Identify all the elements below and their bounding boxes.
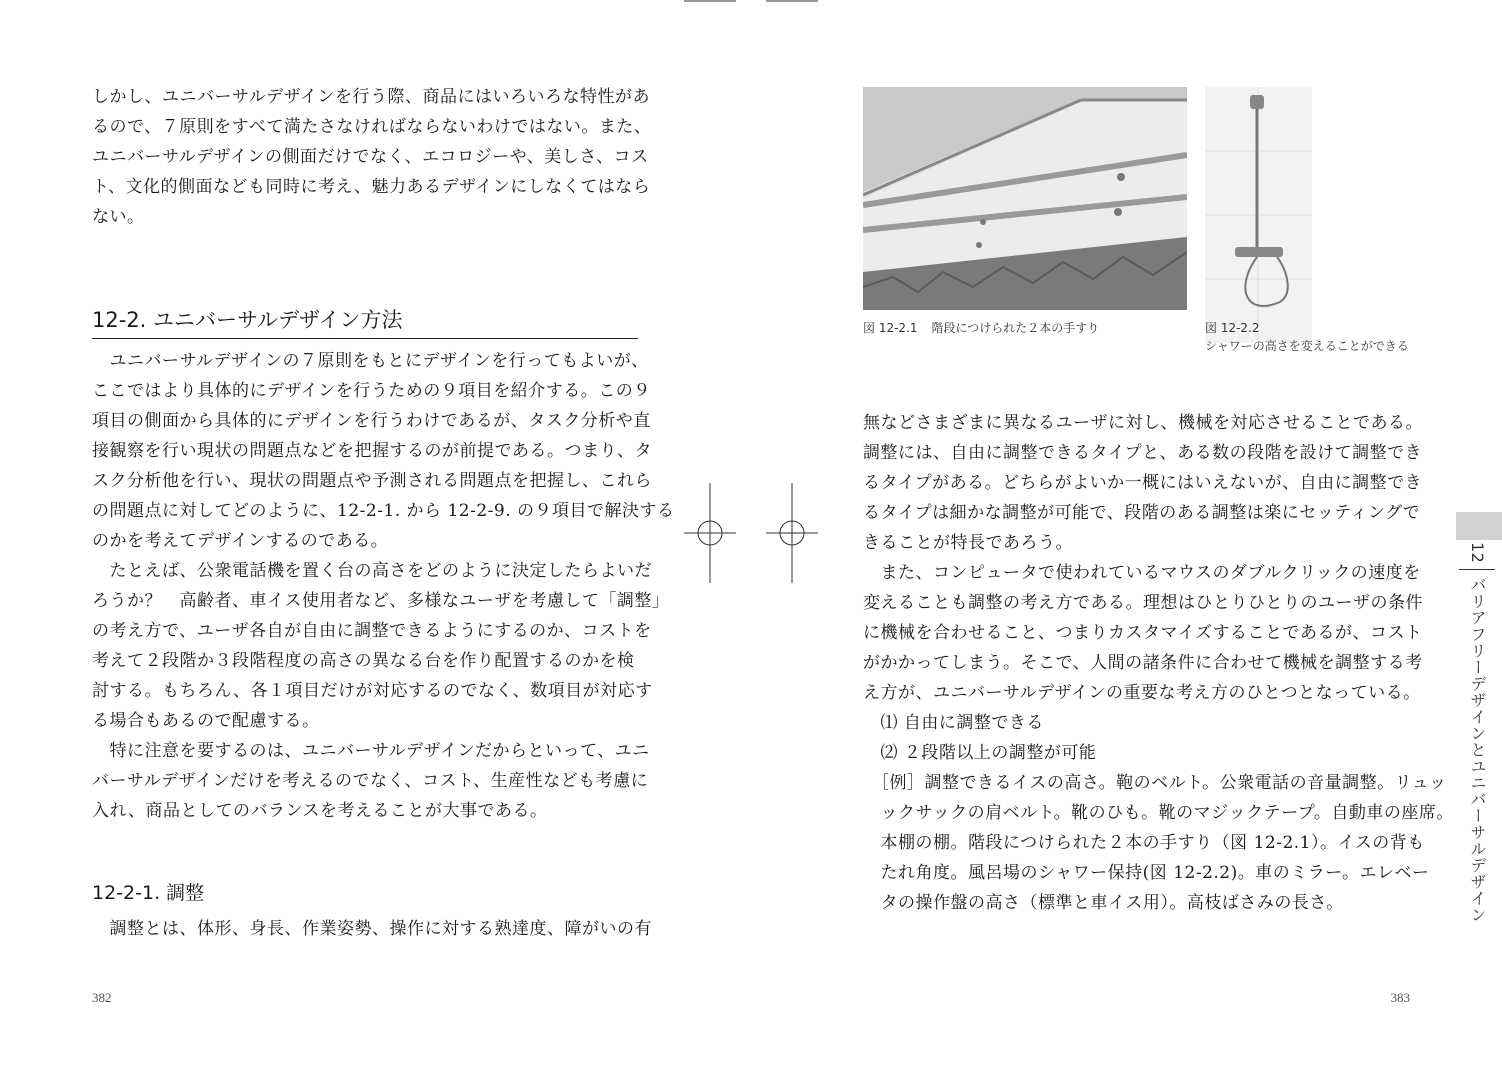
text-line: ックサックの肩ベルト。靴のひも。靴のマジックテープ。自動車の座席。 (863, 803, 1454, 823)
figure-1-number: 図 12-2.1 (863, 321, 918, 335)
text-line: 本棚の棚。階段につけられた２本の手すり（図 12-2.1）。イスの背も (863, 833, 1425, 853)
text-line: 考えて２段階か３段階程度の高さの異なる台を作り配置するのかを検 (92, 651, 635, 671)
text-line: に機械を合わせること、つまりカスタマイズすることであるが、コスト (863, 623, 1423, 643)
text-line: る場合もあるので配慮する。 (92, 711, 320, 731)
text-line: バーサルデザインだけを考えるのでなく、コスト、生産性なども考慮に (92, 771, 649, 791)
text-line: の問題点に対してどのように、12-2-1. から 12-2-9. の９項目で解決する (92, 501, 675, 521)
text-line: 接観察を行い現状の問題点などを把握するのが前提である。つまり、タ (92, 441, 652, 461)
text-line: また、コンピュータで使われているマウスのダブルクリックの速度を (863, 563, 1421, 583)
right-body (863, 408, 1454, 918)
text-line: たとえば、公衆電話機を置く台の高さをどのように決定したらよいだ (92, 561, 652, 581)
text-line: 特に注意を要するのは、ユニバーサルデザインだからといって、ユニ (92, 741, 650, 761)
right-page (751, 0, 1502, 1066)
text-line: タの操作盤の高さ（標準と車イス用）。高枝ばさみの長さ。 (863, 893, 1344, 913)
subsection-heading: 12-2-1. 調整 (92, 882, 205, 904)
section-heading: 12-2. ユニバーサルデザイン方法 (92, 304, 638, 339)
text-line: ユニバーサルデザインの側面だけでなく、エコロジーや、美しさ、コス (92, 147, 649, 167)
text-line: ト、文化的側面なども同時に考え、魅力あるデザインにしなくてはなら (92, 177, 651, 197)
subsection-body (92, 914, 652, 944)
text-line: 調整とは、体形、身長、作業姿勢、操作に対する熟達度、障がいの有 (92, 919, 652, 939)
figure-2-caption (1205, 319, 1409, 355)
chapter-tab (1459, 542, 1495, 923)
text-line: きることが特長であろう。 (863, 533, 1073, 553)
text-line: 調整には、自由に調整できるタイプと、ある数の段階を設けて調整でき (863, 443, 1423, 463)
text-line: るタイプがある。どちらがよいか一概にはいえないが、自由に調整でき (863, 473, 1423, 493)
section-body (92, 346, 675, 826)
text-line: のかを考えてデザインするのである。 (92, 531, 389, 551)
list-item: ⑴ 自由に調整できる (863, 713, 1044, 733)
intro-paragraph (92, 82, 652, 232)
staircase-handrail-photo (863, 87, 1187, 310)
text-line: るので、７原則をすべて満たさなければならないわけではない。また、 (92, 117, 652, 137)
text-line: ない。 (92, 207, 145, 227)
chapter-number: 12 (1459, 542, 1495, 570)
text-line: 討する。もちろん、各１項目だけが対応するのでなく、数項目が対応す (92, 681, 653, 701)
figure-2-text: シャワーの高さを変えることができる (1205, 339, 1409, 353)
text-line: スク分析他を行い、現状の問題点や予測される問題点を把握し、これら (92, 471, 652, 491)
text-line: ［例］調整できるイスの高さ。鞄のベルト。公衆電話の音量調整。リュッ (863, 773, 1447, 793)
figure-1-text: 階段につけられた２本の手すり (931, 321, 1100, 335)
text-line: るタイプは細かな調整が可能で、段階のある調整は楽にセッティングで (863, 503, 1421, 523)
text-line: 項目の側面から具体的にデザインを行うわけであるが、タスク分析や直 (92, 411, 651, 431)
text-line: の考え方で、ユーザ各自が自由に調整できるようにするのか、コストを (92, 621, 652, 641)
text-line: ここではより具体的にデザインを行うための９項目を紹介する。この９ (92, 381, 651, 401)
shower-photo (1205, 87, 1312, 343)
text-line: 無などさまざまに異なるユーザに対し、機械を対応させることである。 (863, 413, 1423, 433)
list-item: ⑵ ２段階以上の調整が可能 (863, 743, 1097, 763)
page-number-left: 382 (92, 990, 112, 1005)
text-line: しかし、ユニバーサルデザインを行う際、商品にはいろいろな特性があ (92, 87, 650, 107)
text-line: 変えることも調整の考え方である。理想はひとりひとりのユーザの条件 (863, 593, 1423, 613)
text-line: 入れ、商品としてのバランスを考えることが大事である。 (92, 801, 548, 821)
text-line: がかかってしまう。そこで、人間の諸条件に合わせて機械を調整する考 (863, 653, 1423, 673)
figure-2-number: 図 12-2.2 (1205, 321, 1260, 335)
text-line: たれ角度。風呂場のシャワー保持(図 12-2.2)。車のミラー。エレベー (863, 863, 1430, 883)
chapter-title: バリアフリーデザインとユニバーサルデザイン (1468, 576, 1487, 923)
page-number-right: 383 (1390, 990, 1410, 1005)
chapter-tab-marker (1456, 512, 1502, 540)
text-line: ユニバーサルデザインの７原則をもとにデザインを行ってもよいが、 (92, 351, 649, 371)
figure-1-caption (863, 319, 1099, 337)
text-line: ろうか？ 高齢者、車イス使用者など、多様なユーザを考慮して「調整」 (92, 591, 670, 611)
text-line: え方が、ユニバーサルデザインの重要な考え方のひとつとなっている。 (863, 683, 1421, 703)
